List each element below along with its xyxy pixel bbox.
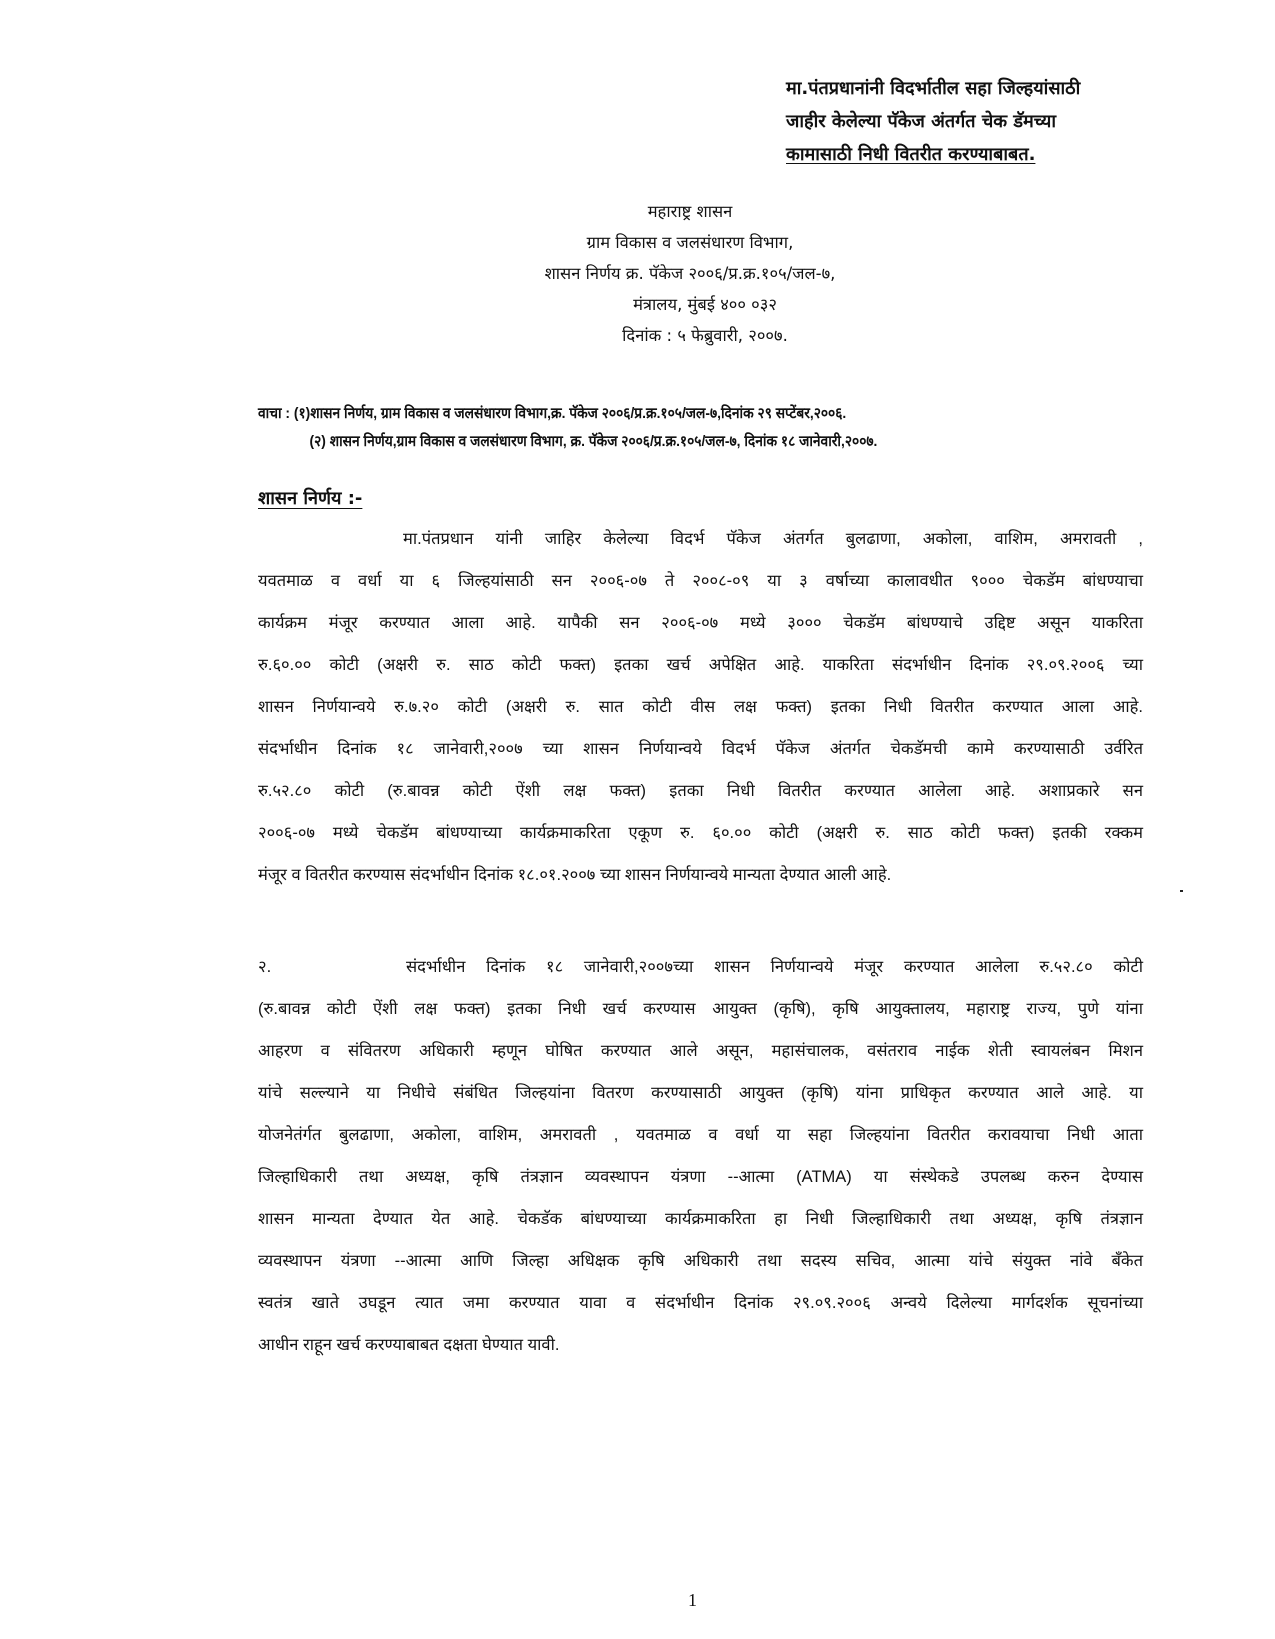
gr-number: शासन निर्णय क्र. पॅकेज २००६/प्र.क्र.१०५/जल-७,: [544, 264, 836, 283]
paragraph-line: शासन निर्णयान्वये रु.७.२० कोटी (अक्षरी रु. सात कोटी वीस लक्ष फक्त) इतका निधी वितरीत करण्यात आला आहे.: [258, 698, 1143, 716]
paragraph-line: (रु.बावन्न कोटी ऐंशी लक्ष फक्त) इतका निधी खर्च करण्यास आयुक्त (कृषि), कृषि आयुक्तालय, महाराष्ट्र राज्य, पुणे यांना: [258, 1000, 1143, 1018]
paragraph-line: २००६-०७ मध्ये चेकडॅम बांधण्याच्या कार्यक्रमाकरिता एकूण रु. ६०.०० कोटी (अक्षरी रु. साठ कोटी फक्त) इतकी रक्कम: [258, 824, 1143, 842]
paragraph-line: मंजूर व वितरीत करण्यास संदर्भाधीन दिनांक १८.०१.२००७ च्या शासन निर्णयान्वये मान्यता देण्यात आली आहे.: [258, 866, 892, 884]
paragraph-line: आहरण व संवितरण अधिकारी म्हणून घोषित करण्यात आले असून, महासंचालक, वसंतराव नाईक शेती स्वायलंबन मिशन: [258, 1042, 1143, 1060]
paragraph-line: संदर्भाधीन दिनांक १८ जानेवारी,२००७ च्या शासन निर्णयान्वये विदर्भ पॅकेज अंतर्गत चेकडॅमची कामे करण्यासाठी उर्वरित: [258, 740, 1143, 758]
resolution-heading: शासन निर्णय :-: [258, 488, 363, 509]
paragraph-number: २.: [258, 958, 272, 976]
references: [258, 400, 1086, 456]
paragraph-line: कार्यक्रम मंजूर करण्यात आला आहे. यापैकी सन २००६-०७ मध्ये ३००० चेकडॅम बांधण्याचे उद्दिष्ट असून याकरिता: [258, 614, 1143, 632]
office-address: मंत्रालय, मुंबई ४०० ०३२: [633, 295, 777, 314]
paragraph-line: यवतमाळ व वर्धा या ६ जिल्हयांसाठी सन २००६-०७ ते २००८-०९ या ३ वर्षाच्या कालावधीत ९००० चेकडॅम बांधण्याचा: [258, 572, 1143, 590]
paragraph-line: रु.६०.०० कोटी (अक्षरी रु. साठ कोटी फक्त) इतका खर्च अपेक्षित आहे. याकरिता संदर्भाधीन दिनांक २९.०९.२००६ च्या: [258, 656, 1143, 674]
paragraph-line: रु.५२.८० कोटी (रु.बावन्न कोटी ऐंशी लक्ष फक्त) इतका निधी वितरीत करण्यात आलेला आहे. अशाप्रकारे सन: [258, 782, 1143, 800]
government-name: महाराष्ट्र शासन: [647, 202, 733, 221]
subject-line-2: जाहीर केलेल्या पॅकेज अंतर्गत चेक डॅमच्या: [786, 111, 1056, 132]
paragraph-1: [258, 518, 1143, 896]
paragraph-line: यांचे सल्ल्याने या निधीचे संबंधित जिल्हयांना वितरण करण्यासाठी आयुक्त (कृषि) यांना प्राधिकृत करण्यात आले आहे. या: [258, 1084, 1143, 1102]
paragraph-line: योजनेतंर्गत बुलढाणा, अकोला, वाशिम, अमरावती , यवतमाळ व वर्धा या सहा जिल्हयांना वितरीत करावयाचा निधी आता: [258, 1126, 1143, 1144]
paragraph-line: स्वतंत्र खाते उघडून त्यात जमा करण्यात यावा व संदर्भाधीन दिनांक २९.०९.२००६ अन्वये दिलेल्या मार्गदर्शक सूचनांच्या: [258, 1294, 1143, 1312]
subject-line-3: कामासाठी निधी वितरीत करण्याबाबत.: [786, 144, 1036, 165]
reference-2: (२) शासन निर्णय,ग्राम विकास व जलसंधारण विभाग, क्र. पॅकेज २००६/प्र.क्र.१०५/जल-७, दिनांक १८ जानेवारी,२००७.: [309, 433, 878, 450]
scan-artifact: [1180, 890, 1183, 892]
subject-line-1: मा.पंतप्रधानांनी विदर्भातील सहा जिल्हयांसाठी: [786, 78, 1081, 99]
reference-1: वाचा : (१)शासन निर्णय, ग्राम विकास व जलसंधारण विभाग,क्र. पॅकेज २००६/प्र.क्र.१०५/जल-७,दिनांक २९ सप्टेंबर,२००६.: [258, 405, 847, 422]
paragraph-line: शासन मान्यता देण्यात येत आहे. चेकडॅक बांधण्याच्या कार्यक्रमाकरिता हा निधी जिल्हाधिकारी तथा अध्यक्ष, कृषि तंत्रज्ञान: [258, 1210, 1143, 1228]
paragraph-line: जिल्हाधिकारी तथा अध्यक्ष, कृषि तंत्रज्ञान व्यवस्थापन यंत्रणा --आत्मा (ATMA) या संस्थेकडे उपलब्ध करुन देण्यास: [258, 1168, 1143, 1186]
department-name: ग्राम विकास व जलसंधारण विभाग,: [586, 233, 794, 252]
paragraph-line: व्यवस्थापन यंत्रणा --आत्मा आणि जिल्हा अधिक्षक कृषि अधिकारी तथा सदस्य सचिव, आत्मा यांचे संयुक्त नांवे बँकेत: [258, 1252, 1143, 1270]
page-number: 1: [688, 1590, 697, 1610]
paragraph-line: आधीन राहून खर्च करण्याबाबत दक्षता घेण्यात यावी.: [258, 1336, 560, 1354]
paragraph-2: [258, 946, 1143, 1366]
paragraph-line: मा.पंतप्रधान यांनी जाहिर केलेल्या विदर्भ पॅकेज अंतर्गत बुलढाणा, अकोला, वाशिम, अमरावती ,: [403, 530, 1143, 548]
document-date: दिनांक : ५ फेब्रुवारी, २००७.: [622, 326, 788, 345]
document-subject: [786, 72, 1206, 171]
document-header: [440, 196, 940, 351]
paragraph-line: २. संदर्भाधीन दिनांक १८ जानेवारी,२००७च्या शासन निर्णयान्वये मंजूर करण्यात आलेला रु.५२.८० कोटी: [258, 946, 1143, 988]
